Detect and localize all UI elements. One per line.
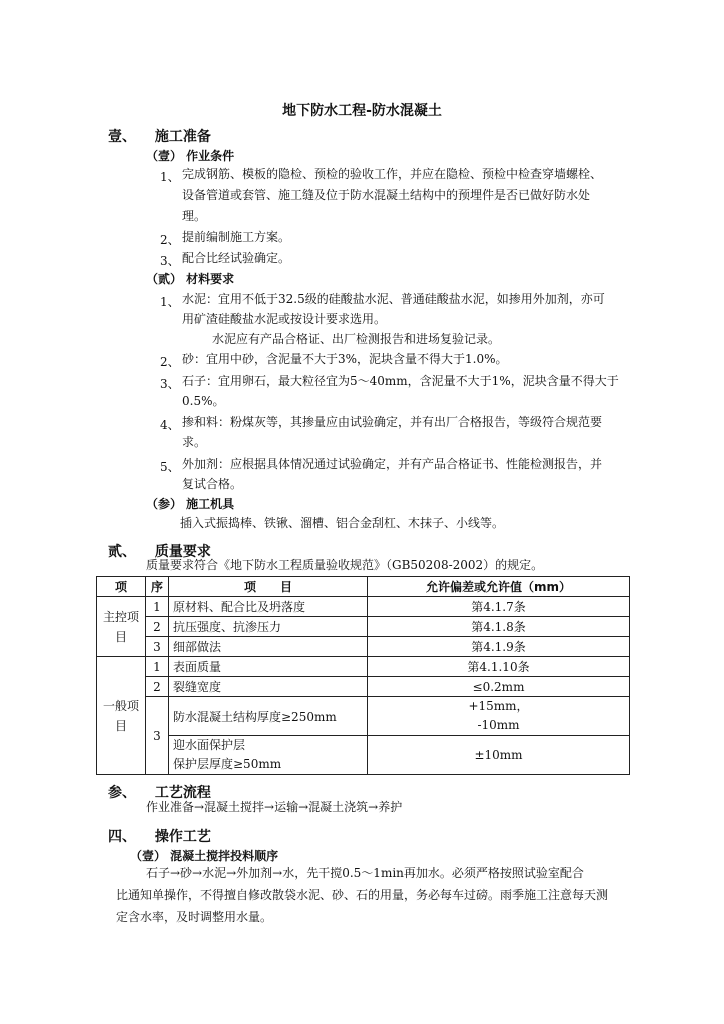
section-1-heading xyxy=(108,126,211,146)
list-number: 2、 xyxy=(160,355,180,369)
header-seq: 序 xyxy=(146,577,169,597)
section-1-title: 施工准备 xyxy=(154,129,211,145)
row-value: 第4.1.7条 xyxy=(368,597,630,617)
paragraph-line: 定含水率，及时调整用水量。 xyxy=(116,910,273,924)
row-value-line: +15mm， xyxy=(468,699,529,713)
row-value xyxy=(368,697,630,736)
list-number: 1、 xyxy=(160,295,180,309)
row-value: ±10mm xyxy=(368,736,630,775)
list-item-line: 完成钢筋、模板的隐检、预检的验收工作，并应在隐检、预检中检查穿墙螺栓、 xyxy=(182,167,603,181)
row-item xyxy=(169,736,368,775)
list-item-line: 复试合格。 xyxy=(182,477,243,491)
section-4-heading xyxy=(108,826,211,846)
list-number: 1、 xyxy=(160,170,180,184)
row-value: 第4.1.10条 xyxy=(368,657,630,677)
row-item: 裂缝宽度 xyxy=(169,677,368,697)
table-row xyxy=(97,637,630,657)
header-tolerance: 允许偏差或允许值（mm） xyxy=(368,577,630,597)
list-item-line: 理。 xyxy=(182,209,207,223)
list-number: 2、 xyxy=(160,233,180,247)
tools-text: 插入式振捣棒、铁锹、溜槽、铝合金刮杠、木抹子、小线等。 xyxy=(180,516,505,530)
page-title: 地下防水工程-防水混凝土 xyxy=(282,103,442,119)
section-2-title: 质量要求 xyxy=(154,544,211,560)
subsection-work-conditions: （壹） 作业条件 xyxy=(146,149,235,163)
list-number: 3、 xyxy=(160,254,180,268)
group-general: 一般项目 xyxy=(97,657,146,775)
section-3-number: 参、 xyxy=(108,785,136,801)
row-value: 第4.1.8条 xyxy=(368,617,630,637)
row-value: 第4.1.9条 xyxy=(368,637,630,657)
table-row xyxy=(97,597,630,617)
quality-intro: 质量要求符合《地下防水工程质量验收规范》（GB50208-2002）的规定。 xyxy=(146,558,544,572)
list-item-line: 提前编制施工方案。 xyxy=(182,230,291,244)
section-3-title: 工艺流程 xyxy=(154,785,211,801)
row-item: 防水混凝土结构厚度≥250mm xyxy=(169,697,368,736)
table-row xyxy=(97,677,630,697)
section-4-title: 操作工艺 xyxy=(154,829,211,845)
list-number: 3、 xyxy=(160,377,180,391)
row-item: 细部做法 xyxy=(169,637,368,657)
row-value: ≤0.2mm xyxy=(368,677,630,697)
list-item-line: 设备管道或套管、施工缝及位于防水混凝土结构中的预埋件是否已做好防水处 xyxy=(182,188,591,202)
paragraph-line: 比通知单操作，不得擅自修改散袋水泥、砂、石的用量，务必每车过磅。雨季施工注意每天测 xyxy=(116,888,609,902)
row-seq: 2 xyxy=(146,617,169,637)
section-4-number: 四、 xyxy=(108,829,136,845)
header-item: 项 目 xyxy=(169,577,368,597)
list-item-line: 砂：宜用中砂，含泥量不大于3%，泥块含量不得大于1.0%。 xyxy=(182,352,508,366)
row-item: 表面质量 xyxy=(169,657,368,677)
header-category: 项 xyxy=(97,577,146,597)
list-item-line: 水泥应有产品合格证、出厂检测报告和进场复验记录。 xyxy=(212,332,501,346)
row-value-line: -10mm xyxy=(477,718,520,732)
list-item-line: 水泥：宜用不低于32.5级的硅酸盐水泥、普通硅酸盐水泥，如掺用外加剂，亦可 xyxy=(182,292,605,306)
list-item-line: 掺和料：粉煤灰等，其掺量应由试验确定，并有出厂合格报告，等级符合规范要 xyxy=(182,415,603,429)
row-seq: 1 xyxy=(146,657,169,677)
row-seq: 1 xyxy=(146,597,169,617)
list-item-line: 配合比经试验确定。 xyxy=(182,251,291,265)
row-item: 抗压强度、抗渗压力 xyxy=(169,617,368,637)
table-header-row xyxy=(97,577,630,597)
row-item-line: 保护层厚度≥50mm xyxy=(173,757,282,771)
section-2-number: 贰、 xyxy=(108,544,136,560)
row-seq: 2 xyxy=(146,677,169,697)
section-1-number: 壹、 xyxy=(108,129,136,145)
subsection-mixing-order: （壹） 混凝土搅拌投料顺序 xyxy=(130,849,279,863)
list-item-line: 求。 xyxy=(182,435,207,449)
list-item-line: 0.5%。 xyxy=(182,394,225,408)
list-item-line: 外加剂：应根据具体情况通过试验确定，并有产品合格证书、性能检测报告，并 xyxy=(182,457,603,471)
list-item-line: 石子：宜用卵石，最大粒径宜为5～40mm，含泥量不大于1%，泥块含量不得大于 xyxy=(182,374,619,388)
list-item-line: 用矿渣硅酸盐水泥或按设计要求选用。 xyxy=(182,312,387,326)
process-flow: 作业准备→混凝土搅拌→运输→混凝土浇筑→养护 xyxy=(146,800,403,814)
row-seq: 3 xyxy=(146,637,169,657)
paragraph-line: 石子→砂→水泥→外加剂→水，先干搅0.5～1min再加水。必须严格按照试验室配合 xyxy=(146,866,584,880)
table-row xyxy=(97,736,630,775)
row-item: 原材料、配合比及坍落度 xyxy=(169,597,368,617)
list-number: 4、 xyxy=(160,418,180,432)
row-seq: 3 xyxy=(146,697,169,775)
row-item-line: 迎水面保护层 xyxy=(173,738,246,752)
group-main-control: 主控项目 xyxy=(97,597,146,657)
quality-table xyxy=(96,576,630,775)
subsection-material-requirements: （贰） 材料要求 xyxy=(146,272,235,286)
list-number: 5、 xyxy=(160,460,180,474)
table-row xyxy=(97,617,630,637)
table-row xyxy=(97,657,630,677)
subsection-construction-tools: （参） 施工机具 xyxy=(146,497,235,511)
table-row xyxy=(97,697,630,736)
